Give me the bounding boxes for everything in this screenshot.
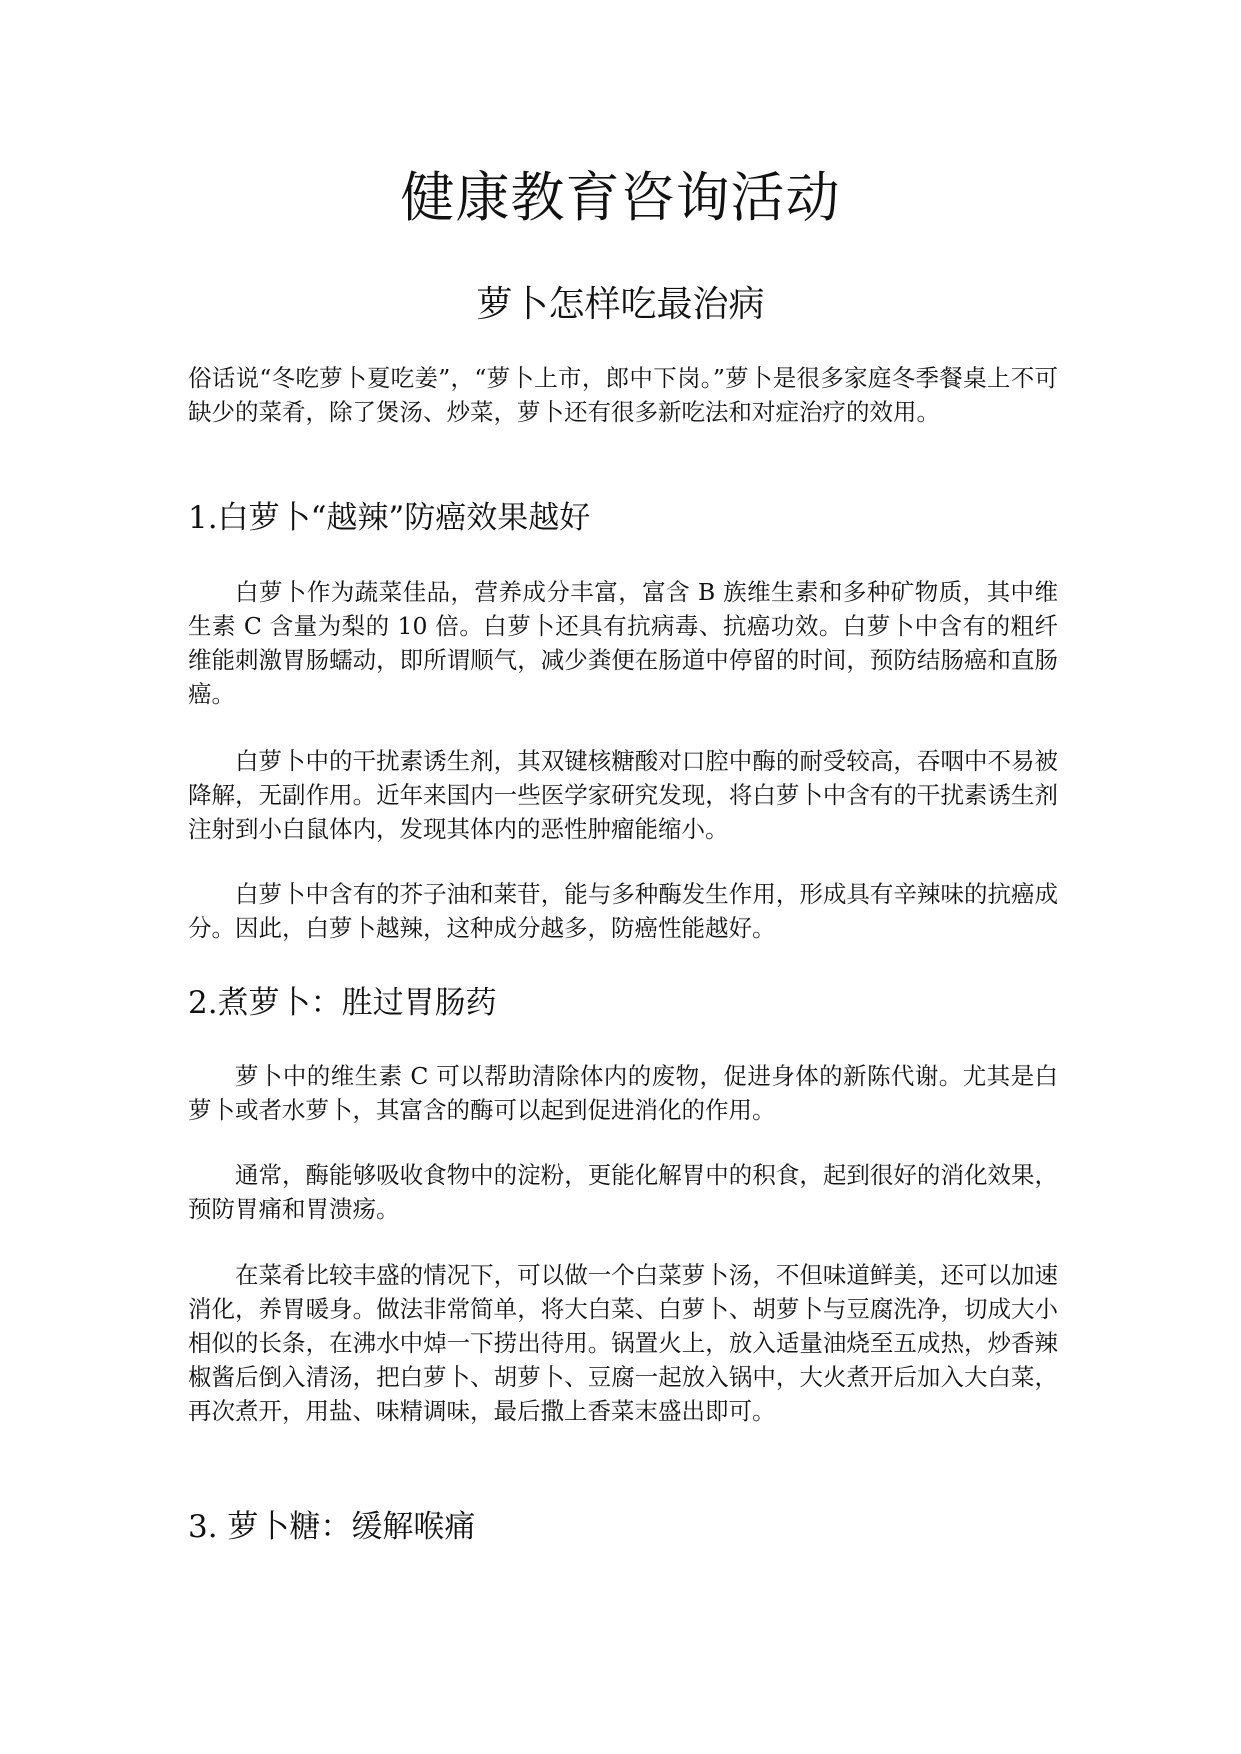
section-1-heading: 1.白萝卜“越辣”防癌效果越好 (188, 500, 591, 536)
section-1-paragraph-1: 白萝卜作为蔬菜佳品，营养成分丰富，富含 B 族维生素和多种矿物质，其中维生素 C 含量为梨的 10 倍。白萝卜还具有抗病毒、抗癌功效。白萝卜中含有的粗纤维能刺激胃肠蠕动，即所谓顺气，减少粪便在肠道中停留的时间，预防结肠癌和直肠癌。 (188, 578, 1058, 708)
section-1-paragraph-2: 白萝卜中的干扰素诱生剂，其双键核糖酸对口腔中酶的耐受较高，吞咽中不易被降解，无副作用。近年来国内一些医学家研究发现，将白萝卜中含有的干扰素诱生剂注射到小白鼠体内，发现其体内的恶性肿瘤能缩小。 (188, 747, 1058, 843)
section-1-paragraph-3: 白萝卜中含有的芥子油和莱苷，能与多种酶发生作用，形成具有辛辣味的抗癌成分。因此，白萝卜越辣，这种成分越多，防癌性能越好。 (188, 880, 1058, 942)
section-3-heading: 3. 萝卜糖：缓解喉痛 (188, 1509, 476, 1545)
section-2-heading: 2.煮萝卜：胜过胃肠药 (188, 985, 497, 1021)
document-subtitle: 萝卜怎样吃最治病 (476, 284, 765, 325)
section-2-paragraph-1: 萝卜中的维生素 C 可以帮助清除体内的废物，促进身体的新陈代谢。尤其是白萝卜或者水萝卜，其富含的酶可以起到促进消化的作用。 (188, 1062, 1058, 1124)
intro-paragraph: 俗话说“冬吃萝卜夏吃姜”，“萝卜上市，郎中下岗。”萝卜是很多家庭冬季餐桌上不可缺少的菜肴，除了煲汤、炒菜，萝卜还有很多新吃法和对症治疗的效用。 (188, 364, 1058, 426)
section-2-paragraph-3: 在菜肴比较丰盛的情况下，可以做一个白菜萝卜汤，不但味道鲜美，还可以加速消化，养胃暖身。做法非常简单，将大白菜、白萝卜、胡萝卜与豆腐洗净，切成大小相似的长条，在沸水中焯一下捞出待用。锅置火上，放入适量油烧至五成热，炒香辣椒酱后倒入清汤，把白萝卜、胡萝卜、豆腐一起放入锅中，大火煮开后加入大白菜，再次煮开，用盐、味精调味，最后撒上香菜末盛出即可。 (188, 1261, 1058, 1425)
document-title: 健康教育咨询活动 (400, 166, 841, 229)
section-2-paragraph-2: 通常，酶能够吸收食物中的淀粉，更能化解胃中的积食，起到很好的消化效果，预防胃痛和胃溃疡。 (188, 1161, 1058, 1223)
